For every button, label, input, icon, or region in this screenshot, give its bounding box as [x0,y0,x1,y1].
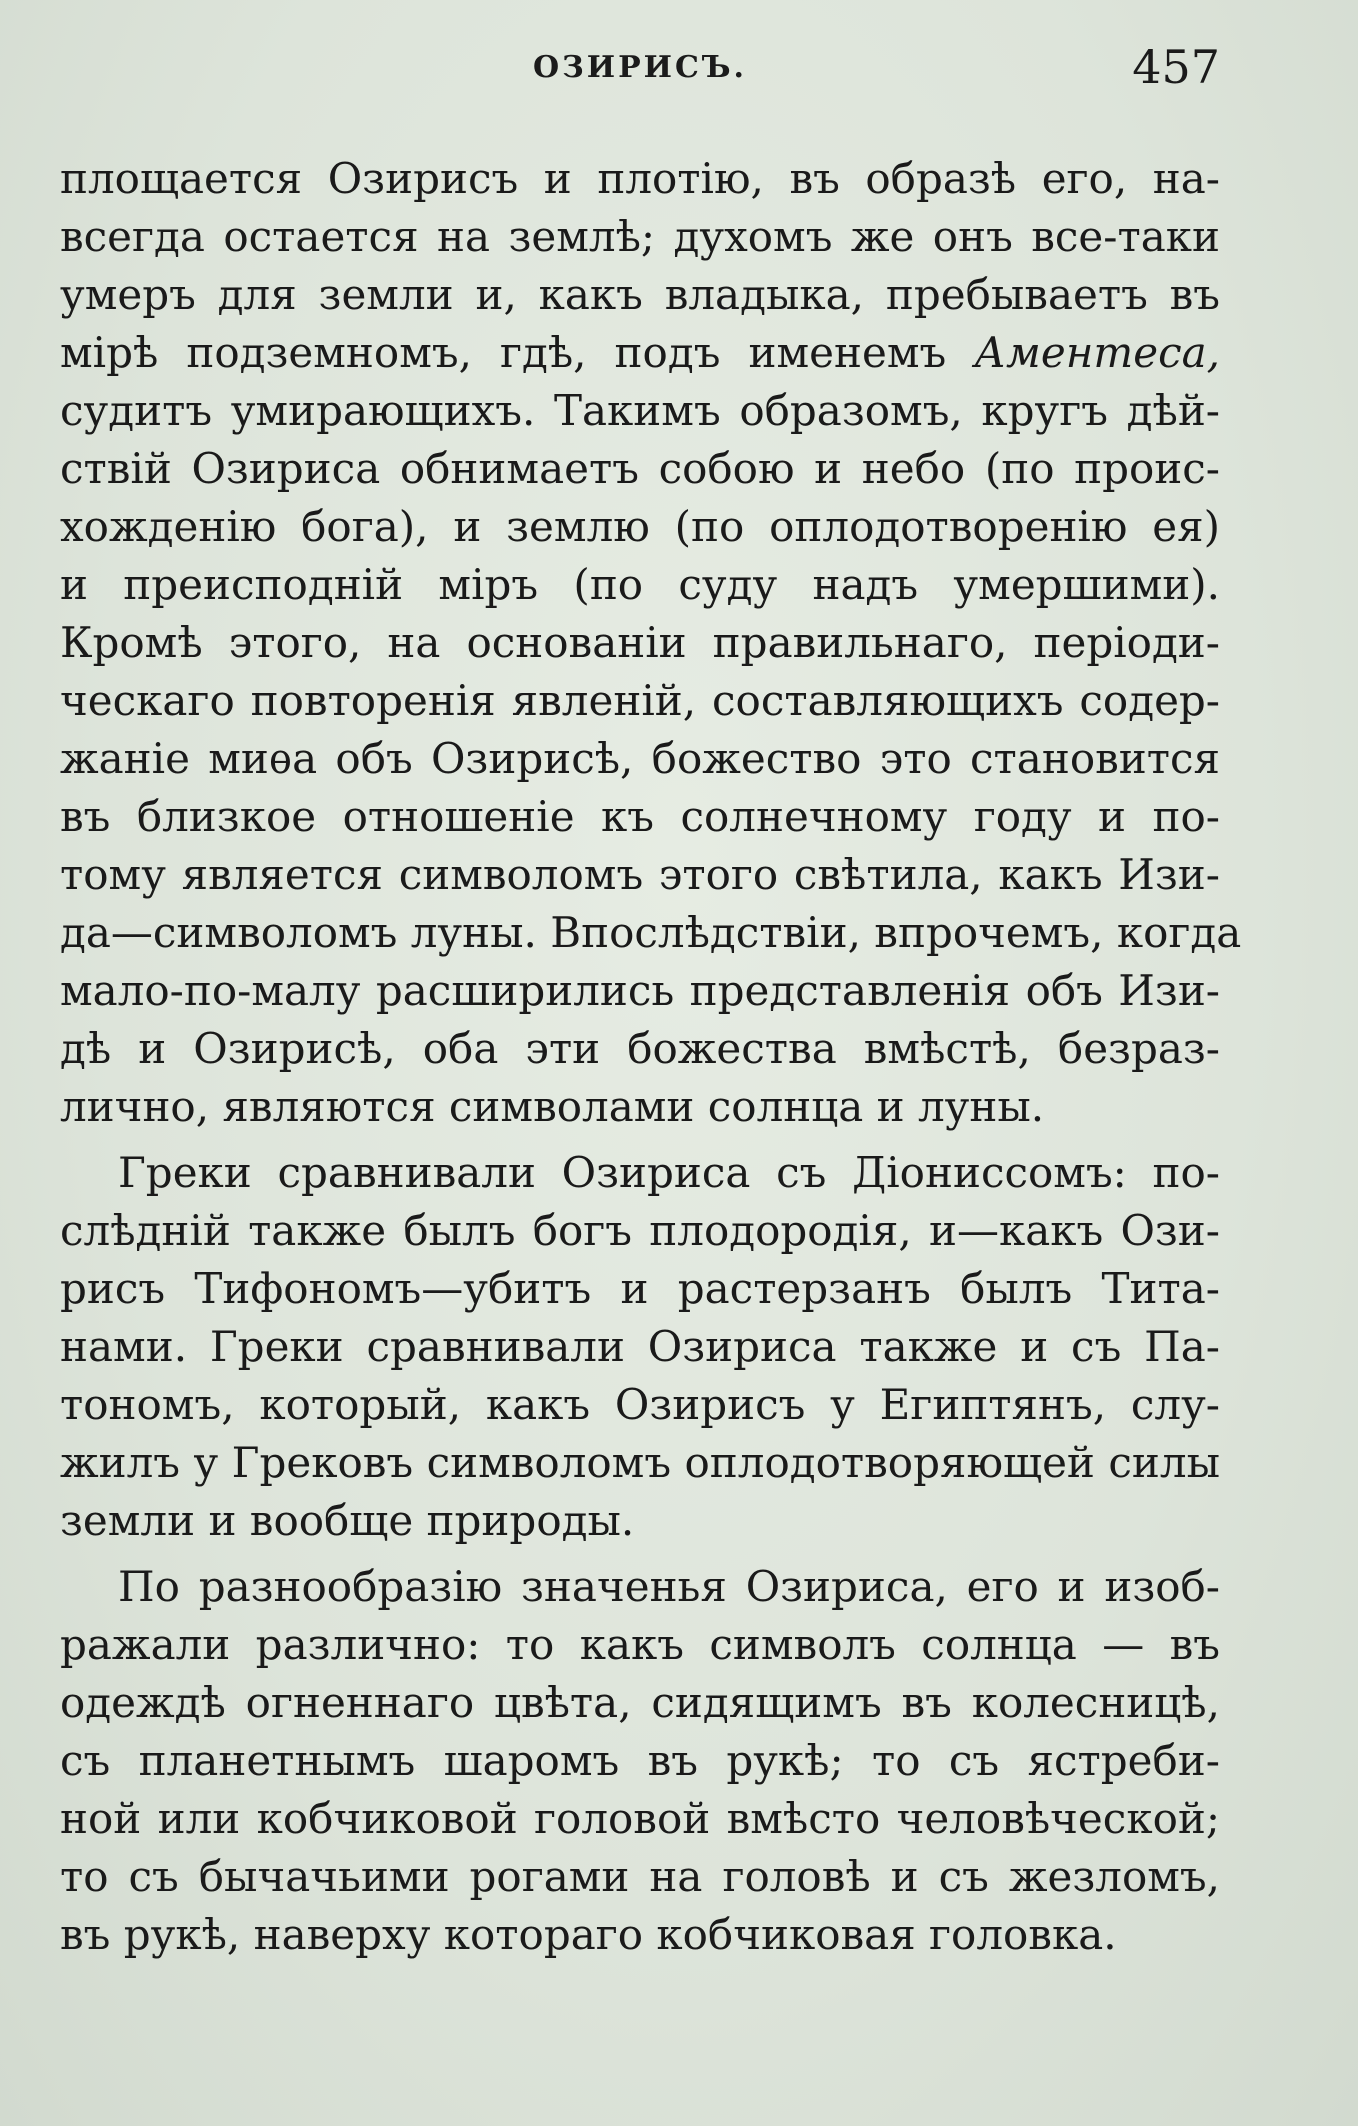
text-segment: мірѣ подземномъ, гдѣ, подъ именемъ [60,328,975,377]
page-number: 457 [1132,40,1220,94]
text-line: ческаго повторенія явленій, составляющихъ содер- [60,676,1220,725]
running-title: ОЗИРИСЪ. [532,50,748,85]
text-line-with-italic [60,324,1220,382]
paragraph-3 [60,1558,1220,1964]
text-line: нами. Греки сравнивали Озириса также и съ Па- [60,1322,1220,1371]
page-header [60,38,1220,98]
body-text [60,150,1242,1972]
text-line: всегда остается на землѣ; духомъ же онъ все-таки [60,212,1220,261]
text-line: въ рукѣ, наверху котораго кобчиковая головка. [60,1910,1117,1959]
text-line: хожденію бога), и землю (по оплодотворенію ея) [60,502,1220,551]
italic-name: Аментеса, [974,328,1220,377]
text-line: По разнообразію значенья Озириса, его и изоб- [118,1562,1220,1611]
text-line: жилъ у Грековъ символомъ оплодотворяющей силы [60,1438,1220,1487]
text-line: судитъ умирающихъ. Такимъ образомъ, кругъ дѣй- [60,386,1220,435]
text-line: въ близкое отношеніе къ солнечному году и по- [60,792,1220,841]
text-line: лично, являются символами солнца и луны. [60,1082,1045,1131]
text-line: рисъ Тифономъ—убитъ и растерзанъ былъ Тита- [60,1264,1220,1313]
paragraph-2 [60,1144,1220,1550]
text-line: то съ бычачьими рогами на головѣ и съ жезломъ, [60,1852,1220,1901]
paragraph-1 [60,150,1242,1136]
text-line: жаніе миѳа объ Озирисѣ, божество это становится [60,734,1220,783]
text-line: съ планетнымъ шаромъ въ рукѣ; то съ ястреби- [60,1736,1220,1785]
text-line: ной или кобчиковой головой вмѣсто человѣческой; [60,1794,1220,1843]
text-line: и преисподній міръ (по суду надъ умершими). [60,560,1220,609]
text-line: умеръ для земли и, какъ владыка, пребываетъ въ [60,270,1220,319]
text-line: Кромѣ этого, на основаніи правильнаго, періоди- [60,618,1220,667]
text-line: тому является символомъ этого свѣтила, какъ Изи- [60,850,1220,899]
text-line: да—символомъ луны. Впослѣдствіи, впрочемъ, когда [60,908,1242,957]
text-line: Греки сравнивали Озириса съ Діониссомъ: по- [118,1148,1220,1197]
text-line: площается Озирисъ и плотію, въ образѣ его, на- [60,154,1220,203]
text-line: дѣ и Озирисѣ, оба эти божества вмѣстѣ, безраз- [60,1024,1220,1073]
text-line: ствій Озириса обнимаетъ собою и небо (по проис- [60,444,1220,493]
text-line: мало-по-малу расширились представленія объ Изи- [60,966,1220,1015]
text-line: тономъ, который, какъ Озирисъ у Египтянъ, слу- [60,1380,1220,1429]
text-line: земли и вообще природы. [60,1496,635,1545]
text-line: ражали различно: то какъ символъ солнца — въ [60,1620,1220,1669]
text-line: слѣдній также былъ богъ плодородія, и—какъ Ози- [60,1206,1220,1255]
text-line: одеждѣ огненнаго цвѣта, сидящимъ въ колесницѣ, [60,1678,1220,1727]
